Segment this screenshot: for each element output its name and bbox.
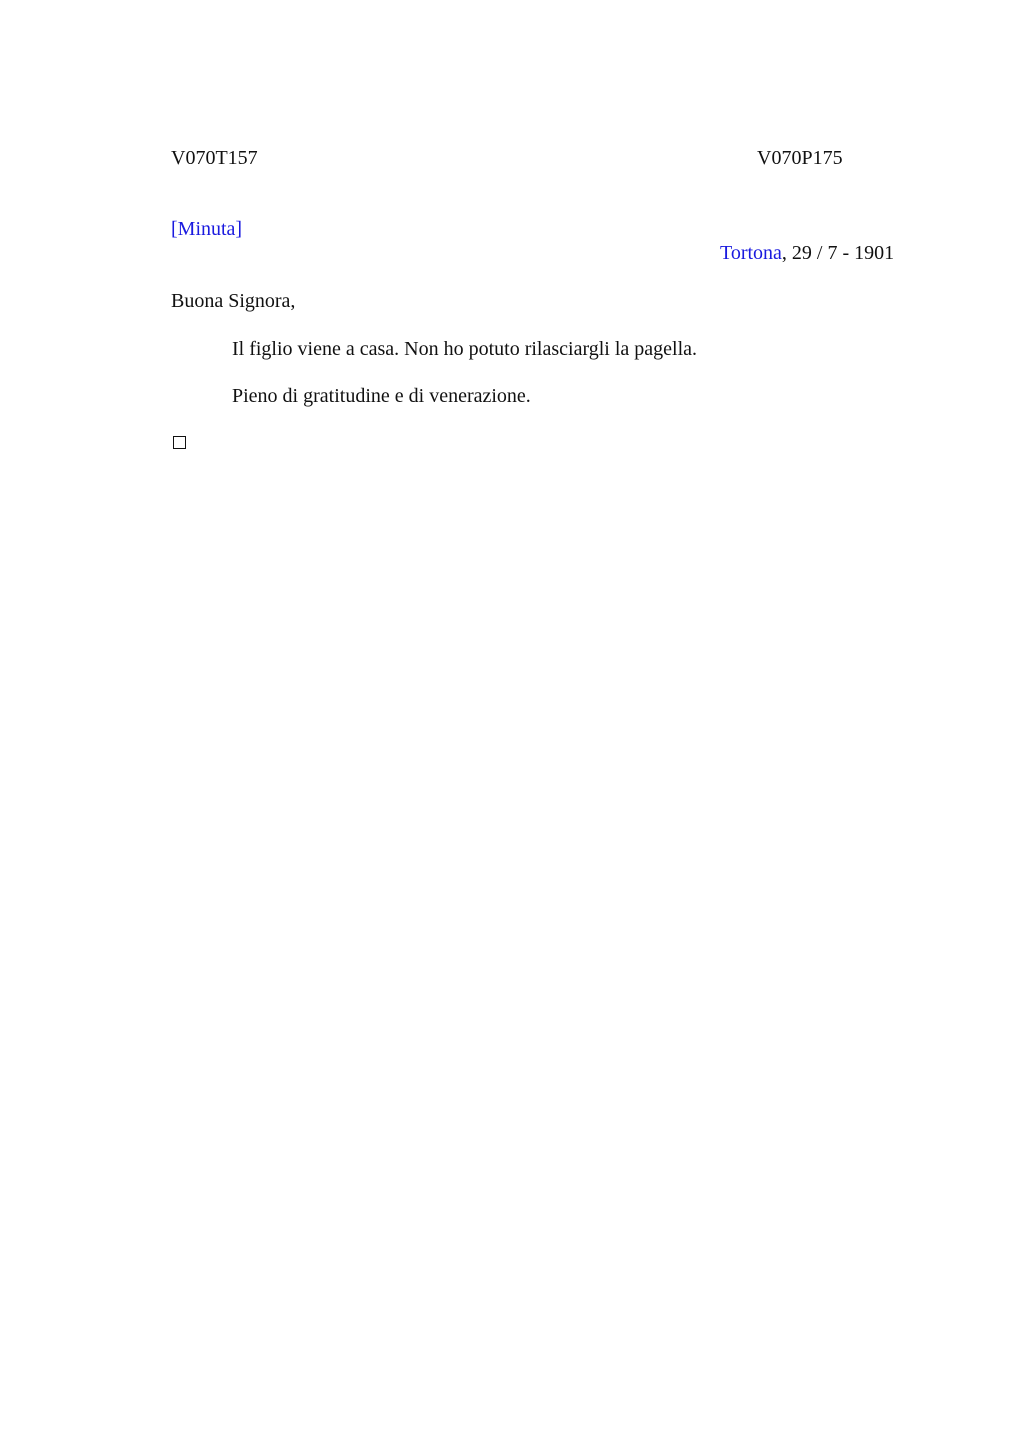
body-paragraph: Il figlio viene a casa. Non ho potuto rilasciargli la pagella.: [232, 338, 698, 360]
checkbox-square-icon: [173, 436, 186, 449]
place-date-line: [720, 242, 894, 265]
document-ref-right: V070P175: [757, 147, 843, 169]
letter-date: , 29 / 7 - 1901: [781, 242, 895, 264]
place-name: Tortona: [720, 242, 782, 264]
document-ref-left: V070T157: [171, 147, 258, 169]
minuta-note: [Minuta]: [171, 218, 243, 240]
salutation: Buona Signora,: [171, 290, 296, 312]
body-paragraph: Pieno di gratitudine e di venerazione.: [232, 385, 531, 407]
